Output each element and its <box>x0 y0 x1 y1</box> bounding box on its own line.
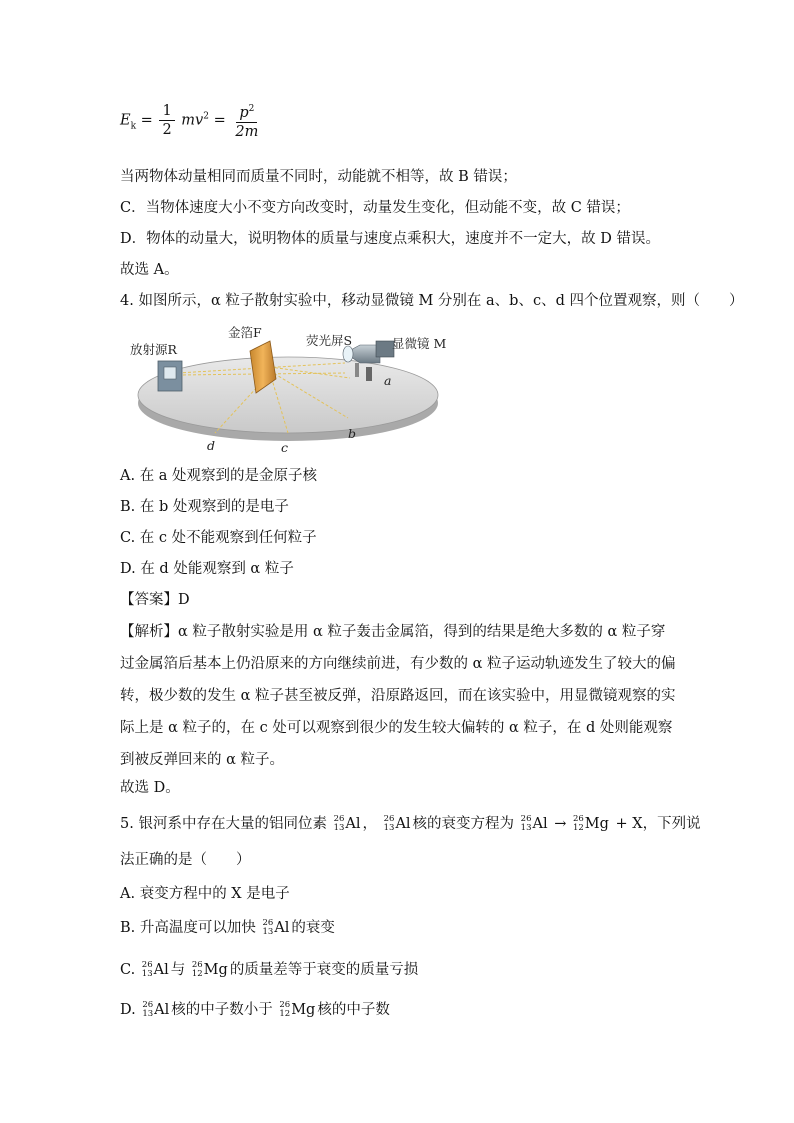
label-foil: 金箔F <box>228 325 262 340</box>
question-5-option-a: A. 衰变方程中的 X 是电子 <box>120 886 290 902</box>
label-screen: 荧光屏S <box>306 333 353 348</box>
fraction-p2-2m: $\frac{p^2}{2m}$ <box>232 100 261 141</box>
nuclide-al-26: 26 13 Al <box>262 918 290 937</box>
formula-mv: mv <box>181 112 204 129</box>
option-d-explanation: D．物体的动量大，说明物体的质量与速度点乘积大，速度并不一定大，故 D 错误。 <box>120 231 660 247</box>
question-4-conclusion: 故选 D。 <box>120 780 180 796</box>
label-position-c: c <box>281 440 289 455</box>
nuclide-mg-26: 26 12 Mg <box>191 960 228 979</box>
fraction-half: $\frac{1}{2}$ <box>159 102 174 139</box>
label-position-a: a <box>384 373 392 388</box>
question-5-stem-line-2: 法正确的是（ ） <box>120 852 251 868</box>
nuclide-al-26: 26 13 Al <box>333 814 361 833</box>
question-5-option-d: D. 26 13 Al 核的中子数小于 26 12 Mg 核的中子数 <box>120 1000 390 1019</box>
label-microscope: 显微镜 M <box>392 336 447 351</box>
question-4-option-c: C. 在 c 处不能观察到任何粒子 <box>120 530 317 546</box>
conclusion-line: 故选 A。 <box>120 262 179 278</box>
formula-equals: = <box>140 112 153 129</box>
nuclide-al-26: 26 13 Al <box>141 960 169 979</box>
question-4-option-b: B. 在 b 处观察到的是电子 <box>120 499 289 515</box>
question-4-option-a: A. 在 a 处观察到的是金原子核 <box>120 468 318 484</box>
question-4-option-d: D. 在 d 处能观察到 α 粒子 <box>120 561 294 577</box>
alpha-scattering-figure <box>120 323 450 458</box>
kinetic-energy-formula: $E_k$ = $\frac{1}{2}$ $mv^2$ = $\frac{p^2}{2m}$ <box>120 100 263 154</box>
nuclide-al-26: 26 13 Al <box>383 814 411 833</box>
question-5-option-b: B. 升高温度可以加快 26 13 Al 的衰变 <box>120 918 335 937</box>
nuclide-al-26: 26 13 Al <box>520 814 548 833</box>
question-4-stem: 4. 如图所示，α 粒子散射实验中，移动显微镜 M 分别在 a、b、c、d 四个位置观察，则（ ） <box>120 293 744 309</box>
nuclide-mg-26: 26 12 Mg <box>572 814 609 833</box>
label-position-d: d <box>207 438 216 453</box>
question-5-stem: 5. 银河系中存在大量的铝同位素 26 13 Al ， 26 13 Al 核的衰变方程为 26 13 Al → 26 12 Mg + X，下列说 <box>120 814 701 833</box>
formula-ek-symbol: E <box>120 112 131 129</box>
nuclide-al-26: 26 13 Al <box>142 1000 170 1019</box>
question-5-option-c: C. 26 13 Al 与 26 12 Mg 的质量差等于衰变的质量亏损 <box>120 960 419 979</box>
option-c-explanation: C．当物体速度大小不变方向改变时，动量发生变化，但动能不变，故 C 错误； <box>120 200 630 216</box>
formula-ek-sub: k <box>130 121 137 132</box>
formula-equals: = <box>213 112 226 129</box>
nuclide-mg-26: 26 12 Mg <box>279 1000 316 1019</box>
label-position-b: b <box>348 426 357 441</box>
question-4-analysis: 【解析】α 粒子散射实验是用 α 粒子轰击金属箔，得到的结果是绝大多数的 α 粒子穿过金属箔后基本上仍沿原来的方向继续前进，有少数的 α 粒子运动轨迹发生了较大的偏转，极少数的发生 α 粒子甚至被反弹，沿原路返回，而在该实验中，用显微镜观察的实际上是 α 粒子的，在 c 处可以观察到很少的发生较大偏转的 α 粒子，在 d 处则能观察到被反弹回来的 α 粒子。 <box>120 624 676 768</box>
label-source: 放射源R <box>130 342 177 357</box>
arrow-icon: → <box>554 816 567 832</box>
question-4-answer: 【答案】D <box>120 592 190 608</box>
text-line: 当两物体动量相同而质量不同时，动能就不相等，故 B 错误； <box>120 169 517 185</box>
rotating-disk <box>138 357 438 433</box>
